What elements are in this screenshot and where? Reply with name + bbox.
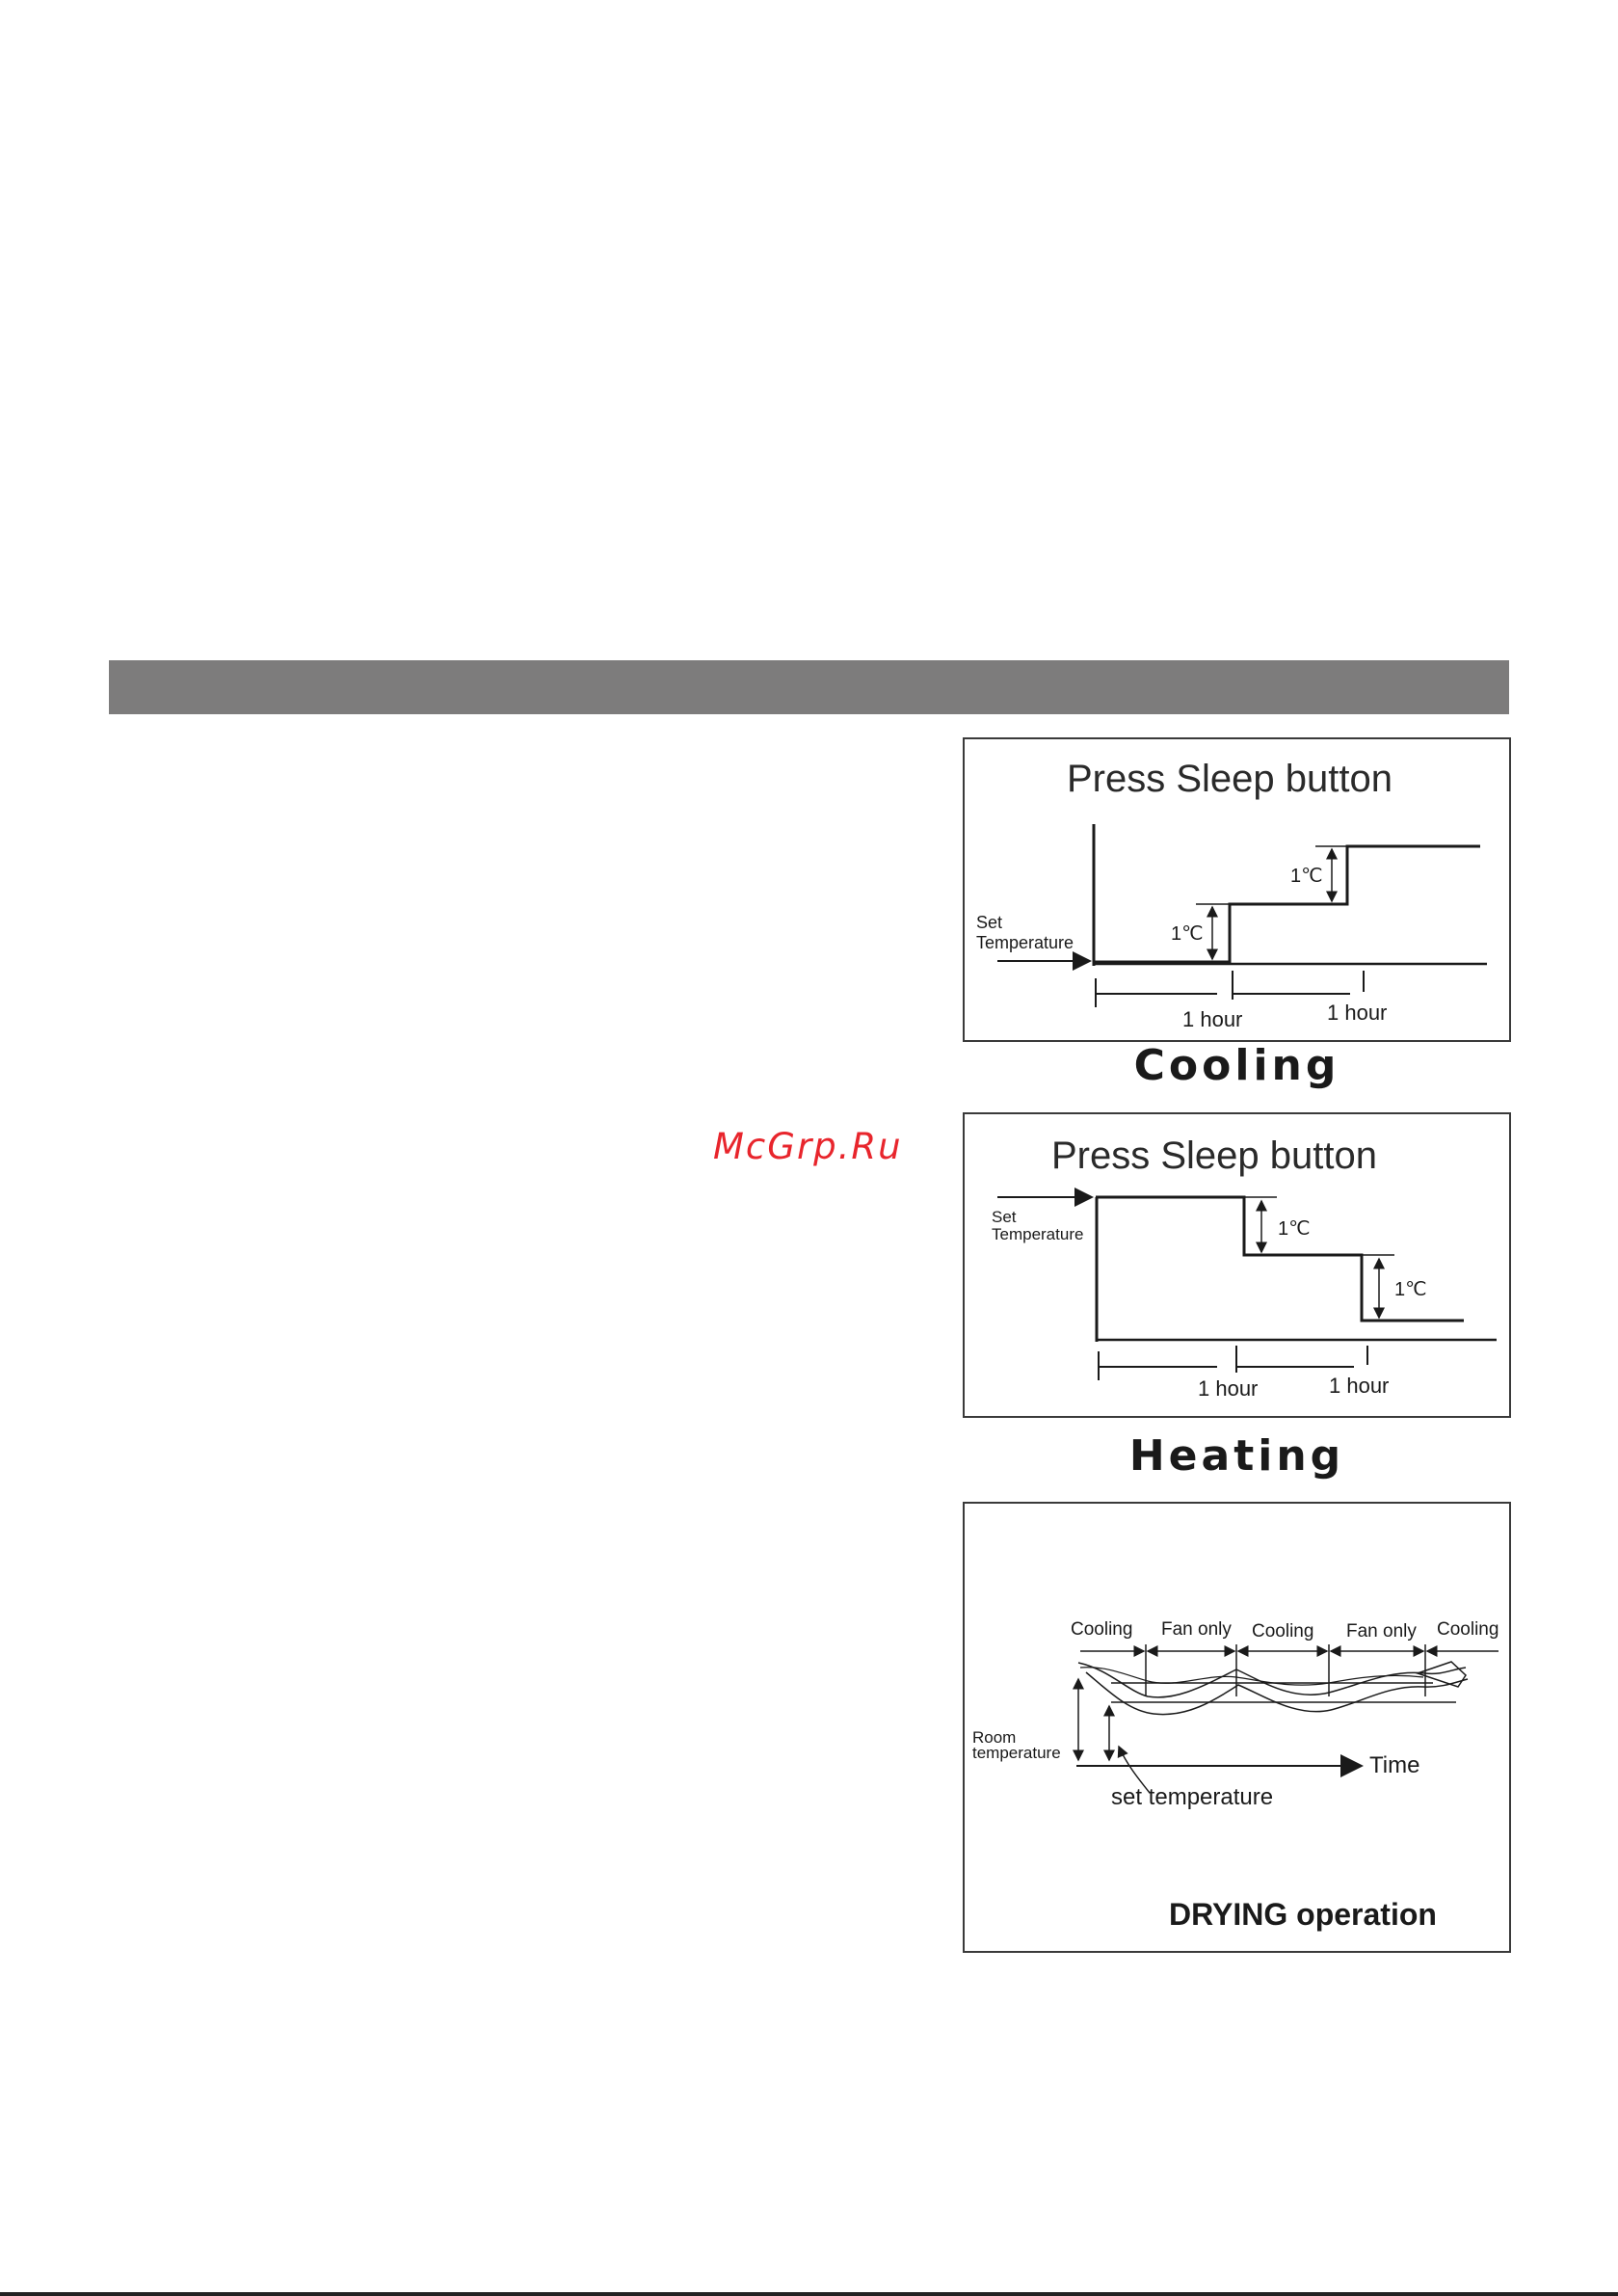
heating-caption: Heating bbox=[1128, 1431, 1345, 1481]
heating-chart-panel bbox=[963, 1112, 1511, 1418]
watermark: McGrp.Ru bbox=[713, 1126, 903, 1167]
heating-hour-label-1: 1 hour bbox=[1198, 1376, 1259, 1401]
drying-room-label-2: temperature bbox=[972, 1744, 1061, 1762]
heating-step-line bbox=[1096, 1197, 1464, 1321]
drying-phase-1: Cooling bbox=[1071, 1619, 1133, 1640]
drying-caption: DRYING operation bbox=[1169, 1897, 1437, 1932]
cooling-caption: Cooling bbox=[1133, 1041, 1340, 1090]
cooling-step-label-2: 1℃ bbox=[1290, 866, 1323, 887]
drying-chart-panel bbox=[963, 1502, 1511, 1953]
drying-phase-4: Fan only bbox=[1346, 1621, 1417, 1642]
cooling-step-line bbox=[1094, 846, 1480, 962]
drying-room-label-1: Room bbox=[972, 1728, 1017, 1747]
cooling-title: Press Sleep button bbox=[1067, 758, 1393, 800]
heating-set-label-1: Set bbox=[992, 1208, 1017, 1226]
drying-chart bbox=[965, 1504, 1513, 1955]
heating-step-label-1: 1℃ bbox=[1278, 1218, 1311, 1240]
drying-phase-2: Fan only bbox=[1161, 1619, 1232, 1640]
cooling-chart-panel bbox=[963, 737, 1511, 1042]
cooling-hour-label-1: 1 hour bbox=[1182, 1007, 1243, 1031]
drying-set-temp-label: set temperature bbox=[1111, 1784, 1274, 1810]
heating-step-label-2: 1℃ bbox=[1394, 1279, 1427, 1300]
heating-chart bbox=[965, 1114, 1513, 1420]
drying-wave-upper bbox=[1078, 1663, 1466, 1697]
section-header-bar bbox=[109, 660, 1509, 714]
heating-title: Press Sleep button bbox=[1051, 1135, 1377, 1177]
cooling-set-label-1: Set bbox=[976, 913, 1003, 932]
cooling-step-label-1: 1℃ bbox=[1171, 923, 1204, 945]
drying-wave-lower bbox=[1086, 1672, 1468, 1715]
drying-phase-3: Cooling bbox=[1252, 1621, 1314, 1642]
cooling-hour-label-2: 1 hour bbox=[1327, 1001, 1388, 1025]
drying-phase-5: Cooling bbox=[1437, 1619, 1499, 1640]
cooling-set-label-2: Temperature bbox=[976, 933, 1074, 952]
bottom-edge-strip bbox=[0, 2292, 1618, 2296]
cooling-chart bbox=[965, 739, 1513, 1044]
heating-hour-label-2: 1 hour bbox=[1329, 1374, 1390, 1398]
heating-set-label-2: Temperature bbox=[992, 1225, 1084, 1243]
drying-time-label: Time bbox=[1369, 1752, 1420, 1778]
